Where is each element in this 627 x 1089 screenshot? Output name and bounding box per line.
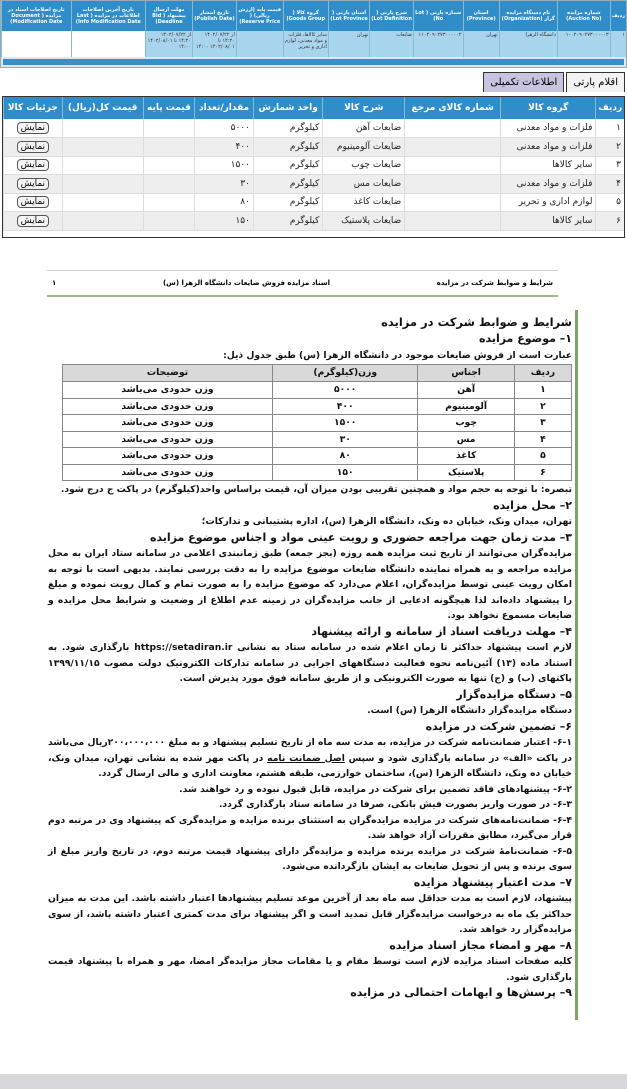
table-row xyxy=(4,193,625,212)
items-cell xyxy=(405,119,501,138)
materials-cell: ۸۰ xyxy=(272,448,418,465)
section-1-text: عبارت است از فروش ضایعات موجود در دانشگاه الزهرا (س) طبق جدول ذیل: xyxy=(223,349,572,361)
materials-cell: وزن حدودی می‌باشد xyxy=(63,464,273,481)
items-cell xyxy=(405,175,501,194)
show-details-button[interactable]: نمایش xyxy=(17,122,49,134)
summary-header: مهلت ارسال پیشنهاد ( Bid Deadline) xyxy=(145,1,192,31)
section-7-heading: ۷– مدت اعتبار پیشنهاد مزایده xyxy=(413,875,572,889)
materials-cell: ۱۵۰ xyxy=(272,464,418,481)
summary-footer-bar xyxy=(3,59,624,65)
materials-cell: ۱۵۰۰ xyxy=(272,415,418,432)
section-6-heading: ۶– تضمین شرکت در مزایده xyxy=(425,719,572,733)
section-9-heading: ۹– پرسش‌ها و ابهامات احتمالی در مزایده xyxy=(350,986,572,999)
summary-cell xyxy=(71,31,145,57)
materials-cell: وزن حدودی می‌باشد xyxy=(63,415,273,432)
summary-cell: تهران xyxy=(463,31,499,57)
summary-header: نام دستگاه مزایده گزار (Organization) xyxy=(499,1,557,31)
section-1-heading: ۱– موضوع مزایده xyxy=(478,332,572,345)
items-cell: کیلوگرم xyxy=(253,212,322,231)
table-row xyxy=(63,464,572,481)
items-cell: فلزات و مواد معدنی xyxy=(501,119,596,138)
items-cell xyxy=(405,193,501,212)
items-cell xyxy=(143,193,195,212)
section-6-5: ۶-۵- ضمانت‌نامهٔ شرکت در مزایده برنده مزایده و مزایده‌گر دارای پیشنهاد قیمت مرتبه دوم، در تاریخ واریز مبلغ از سوی برنده و پس از تحویل ضایعات به ایشان بازگردانده می‌شود. xyxy=(48,845,572,872)
table-row xyxy=(63,382,572,399)
section-3-heading: ۳– مدت زمان جهت مراجعه حضوری و رویت عینی مواد و اجناس موضوع مزایده xyxy=(149,530,572,544)
tab-additional-info[interactable]: اطلاعات تکمیلی xyxy=(483,72,564,92)
items-cell xyxy=(62,138,143,157)
s6-1-underlined: اصل ضمانت نامه xyxy=(267,752,345,764)
items-cell: ۴۰۰ xyxy=(195,138,254,157)
items-cell: ۶ xyxy=(596,212,624,231)
section-4-text: لازم است پیشنهاد حداکثر تا زمان اعلام شده در سامانه ستاد به نشانی https://setadiran.ir بارگذاری شود. به استناد ماده (۱۳) آئین‌نامه نحوه فعالیت دستگاههای اجرایی در سامانه تدارکات الکترونیک دولت مصوب ۱۳۹۹/۱۱/۱۵ پاکتهای (ب) و (ج) تنها به صورت الکترونیکی و از طریق سامانه فوق مورد پذیرش است. xyxy=(48,642,572,684)
viewer-bottom-bar xyxy=(0,1074,627,1089)
materials-cell: ۲ xyxy=(514,398,571,415)
summary-header: تاریخ انتشار (Publish Date) xyxy=(193,1,237,31)
items-header: واحد شمارش xyxy=(253,97,322,119)
summary-cell: از ۱۴۰۲/۰۷/۲۲ ۱۴:۲۰ تا ۱۴۰۲/۰۸/۰۱ ۱۴:۰۰ xyxy=(193,31,237,57)
section-3-text: مزایده‌گران می‌توانند از تاریخ ثبت مزایده همه روزه (بجز جمعه) طبق زمانبندی اعلامی در سامانه ستاد ایران به محل مزایده مراجعه و به همراه نماینده دانشگاه ضایعات موضوع مزایده را به دقت بررسی نمایند. بدیهی است با توجه به امکان رویت عینی توسط مزایده‌گران، اعلام می‌دارد که موضوع مزایده را به صورت تمام و کمال رویت نموده و مبلغ را پیشنهاد داده‌اند لذا هیچگونه ادعایی از جانب مزایده‌گران در زمینه عدم اطلاع از وضعیت و شرایط محل مزایده و ضایعات مسموع نخواهد بود. xyxy=(48,548,572,621)
summary-cell: دانشگاه الزهرا xyxy=(499,31,557,57)
table-row xyxy=(63,398,572,415)
materials-cell: وزن حدودی می‌باشد xyxy=(63,398,273,415)
summary-cell xyxy=(236,31,283,57)
summary-cell: سایر کالاها، فلزات و مواد معدنی، لوازم اداری و تحریر xyxy=(283,31,328,57)
items-cell xyxy=(405,212,501,231)
show-details-button[interactable]: نمایش xyxy=(17,141,49,153)
items-cell xyxy=(143,212,195,231)
materials-cell: کاغذ xyxy=(418,448,514,465)
items-cell xyxy=(62,156,143,175)
table-row xyxy=(4,175,625,194)
items-cell: کیلوگرم xyxy=(253,138,322,157)
section-6-2: ۶-۲- پیشنهادهای فاقد تضمین برای شرکت در مزایده، قابل قبول نبوده و رد خواهند شد. xyxy=(179,783,572,795)
document-body xyxy=(48,314,572,1002)
note-label: تبصره: xyxy=(540,484,572,495)
items-header: گروه کالا xyxy=(501,97,596,119)
items-cell: ضایعات پلاستیک xyxy=(323,212,405,231)
items-cell xyxy=(62,175,143,194)
details-cell xyxy=(4,193,63,212)
items-cell: ۵ xyxy=(596,193,624,212)
materials-cell: آلومینیوم xyxy=(418,398,514,415)
tab-bar xyxy=(483,72,625,92)
items-cell xyxy=(143,138,195,157)
items-header: مقدار/تعداد xyxy=(195,97,254,119)
table-row xyxy=(4,156,625,175)
items-header: شرح کالا xyxy=(323,97,405,119)
summary-header: شرح پارتی ( Lot Definition) xyxy=(370,1,414,31)
section-2-heading: ۲– محل مزایده xyxy=(493,498,572,512)
summary-header: استان پارتی ( Lot Province) xyxy=(328,1,369,31)
items-cell xyxy=(143,175,195,194)
auction-summary-table xyxy=(0,0,627,68)
items-cell: کیلوگرم xyxy=(253,119,322,138)
items-cell: فلزات و مواد معدنی xyxy=(501,138,596,157)
materials-cell: وزن حدودی می‌باشد xyxy=(63,431,273,448)
table-row xyxy=(4,212,625,231)
summary-header: شماره پارتی ( Lot No) xyxy=(413,1,463,31)
items-cell xyxy=(405,138,501,157)
items-header: جزئیات کالا xyxy=(4,97,63,119)
section-2-text: تهران، میدان ونک، خیابان ده ونک، دانشگاه الزهرا (س)، اداره پشتیبانی و تدارکات؛ xyxy=(201,516,572,527)
margin-rule xyxy=(575,310,578,1020)
materials-cell: ۶ xyxy=(514,464,571,481)
items-cell xyxy=(143,156,195,175)
section-5-text: دستگاه مزایده‌گزار دانشگاه الزهرا (س) است. xyxy=(367,705,572,716)
show-details-button[interactable]: نمایش xyxy=(17,159,49,171)
items-cell: فلزات و مواد معدنی xyxy=(501,175,596,194)
materials-header: اجناس xyxy=(418,365,514,382)
details-cell xyxy=(4,212,63,231)
table-row xyxy=(63,431,572,448)
items-cell: ضایعات مس xyxy=(323,175,405,194)
section-6-3: ۶-۳- در صورت واریز بصورت فیش بانکی، صرفا در سامانه ستاد بارگذاری گردد. xyxy=(218,799,572,810)
summary-header: تاریخ اصلاحات اسناد در مزایده ( Document Modification Date) xyxy=(2,1,72,31)
materials-table xyxy=(62,364,572,481)
items-cell: ۳۰ xyxy=(195,175,254,194)
summary-cell: ۱۰۰۲۰۹۰۲۷۳۰۰۰۰۰۳ xyxy=(557,31,610,57)
show-details-button[interactable]: نمایش xyxy=(17,178,49,190)
summary-cell: ۱ xyxy=(610,31,626,57)
document-header xyxy=(47,270,558,297)
items-cell: سایر کالاها xyxy=(501,156,596,175)
materials-cell: ۴ xyxy=(514,431,571,448)
items-cell: کیلوگرم xyxy=(253,193,322,212)
items-header: قیمت پایه xyxy=(143,97,195,119)
items-cell: سایر کالاها xyxy=(501,212,596,231)
table-row xyxy=(4,138,625,157)
section-4-heading: ۴– مهلت دریافت اسناد از سامانه و ارائه پیشنهاد xyxy=(311,624,572,638)
summary-header: ردیف xyxy=(610,1,626,31)
details-cell xyxy=(4,156,63,175)
materials-cell: ۳۰ xyxy=(272,431,418,448)
summary-cell: از ۱۴۰۲/۰۷/۲۲ ۱۴:۲۰ تا ۱۴۰۲/۰۸/۰۱ ۱۴:۰۰ xyxy=(145,31,192,57)
items-cell: کیلوگرم xyxy=(253,156,322,175)
items-cell: ضایعات آهن xyxy=(323,119,405,138)
items-cell: ۱ xyxy=(596,119,624,138)
materials-cell: آهن xyxy=(418,382,514,399)
items-cell xyxy=(143,119,195,138)
materials-cell: چوب xyxy=(418,415,514,432)
table-row xyxy=(63,448,572,465)
items-header: ردیف xyxy=(596,97,624,119)
summary-header: استان (Province) xyxy=(463,1,499,31)
items-cell: ۱۵۰ xyxy=(195,212,254,231)
details-cell xyxy=(4,175,63,194)
section-8-heading: ۸– مهر و امضاء مجاز اسناد مزایده xyxy=(389,938,572,952)
items-cell: لوازم اداری و تحریر xyxy=(501,193,596,212)
materials-cell: مس xyxy=(418,431,514,448)
summary-header: شماره مزایده (Auction No) xyxy=(557,1,610,31)
items-header: قیمت کل(ریال) xyxy=(62,97,143,119)
items-cell: ضایعات چوب xyxy=(323,156,405,175)
summary-header: تاریخ آخرین اصلاحات اطلاعات در مزایده ( Last Info Modification Date) xyxy=(71,1,145,31)
section-8-text: کلیه صفحات اسناد مزایده لازم است توسط مقام و یا مقامات مجاز مزایده‌گر امضا، مهر و همراه با پیشنهاد قیمت بارگذاری شود. xyxy=(48,956,572,983)
table-row xyxy=(63,415,572,432)
items-cell: ۳ xyxy=(596,156,624,175)
materials-cell: وزن حدودی می‌باشد xyxy=(63,448,273,465)
note-text: با توجه به حجم مواد و همچنین تقریبی بودن میزان آن، قیمت براساس واحد(کیلوگرم) در پاکت ج درج شود. xyxy=(60,484,541,495)
summary-cell: ضایعات xyxy=(370,31,414,57)
materials-cell: پلاستیک xyxy=(418,464,514,481)
section-5-heading: ۵– دستگاه مزایده‌گزار xyxy=(456,687,572,701)
tab-lot-items[interactable]: اقلام پارتی xyxy=(566,72,625,92)
section-6-4: ۶-۴- ضمانت‌نامه‌های شرکت در مزایده مزایده‌گران به استثنای برنده مزایده و مزایده‌گری که پیشنهاد وی در مرتبه دوم قرار می‌گیرد، مطابق مقررات آزاد خواهد شد. xyxy=(48,814,572,841)
doc-title: شرایط و ضوابط شرکت در مزایده xyxy=(381,315,572,329)
show-details-button[interactable]: نمایش xyxy=(17,215,49,227)
items-cell xyxy=(405,156,501,175)
summary-cell xyxy=(2,31,72,57)
summary-header: قیمت پایه (ارزش ریالی) ( Reserve Price) xyxy=(236,1,283,31)
materials-header: وزن(کیلوگرم) xyxy=(272,365,418,382)
summary-cell: ۱۱۰۲۰۹۰۲۷۳۰۰۰۰۰۲ xyxy=(413,31,463,57)
page-number: ۱ xyxy=(52,279,57,287)
header-section-title: شرایط و ضوابط شرکت در مزایده xyxy=(436,279,553,287)
items-header: شماره کالای مرجع xyxy=(405,97,501,119)
summary-cell: تهران xyxy=(328,31,369,57)
materials-cell: ۱ xyxy=(514,382,571,399)
items-cell: ۵۰۰۰ xyxy=(195,119,254,138)
summary-header: گروه کالا ( Goods Group) xyxy=(283,1,328,31)
materials-cell: ۵۰۰۰ xyxy=(272,382,418,399)
table-row xyxy=(4,119,625,138)
s6-1-part-b: در پاکت مهر شده به نشانی تهران، میدان ونک، خیابان ده ونک، دانشگاه الزهرا (س)، ساختمان خوارزمی، طبقه هشتم، معاونت اداری و مالی ارسال گردد. xyxy=(48,752,572,779)
lot-items-table xyxy=(2,96,625,238)
show-details-button[interactable]: نمایش xyxy=(17,196,49,208)
details-cell xyxy=(4,138,63,157)
items-cell: ضایعات کاغذ xyxy=(323,193,405,212)
header-document-title: اسناد مزایده فروش ضایعات دانشگاه الزهرا (س) xyxy=(162,279,331,287)
items-cell: ۱۵۰۰ xyxy=(195,156,254,175)
items-cell: ۴ xyxy=(596,175,624,194)
materials-cell: ۳ xyxy=(514,415,571,432)
materials-header: ردیف xyxy=(514,365,571,382)
items-cell: ضایعات آلومینیوم xyxy=(323,138,405,157)
materials-header: توضیحات xyxy=(63,365,273,382)
items-cell: ۲ xyxy=(596,138,624,157)
items-cell: ۸۰ xyxy=(195,193,254,212)
section-6-1 xyxy=(48,735,572,782)
items-cell xyxy=(62,212,143,231)
materials-cell: وزن حدودی می‌باشد xyxy=(63,382,273,399)
materials-cell: ۵ xyxy=(514,448,571,465)
items-cell xyxy=(62,193,143,212)
note xyxy=(48,482,572,498)
s6-1-part-a: ۶-۱- اعتبار ضمانت‌نامه شرکت در مزایده، به مدت سه ماه از تاریخ تسلیم پیشنهاد و به مبلغ ۲۰۰،۰۰۰،۰۰۰ریال می‌باشد در پاکت «الف» در سامانه بارگذاری شود و سپس xyxy=(48,737,573,764)
items-cell xyxy=(62,119,143,138)
section-7-text: پیشنهاد، لازم است به مدت حداقل سه ماه بعد از آخرین موعد تسلیم پیشنهادها اعتبار داشته باشد. این مدت به میزان حداکثر یک ماه به درخواست مزایده‌گزار قابل تمدید است و اگر پیشنهاد برای مدت کمتری اعتبار داشته باشد، از سوی مزایده‌گزار رد خواهد شد. xyxy=(48,893,572,935)
details-cell xyxy=(4,119,63,138)
materials-cell: ۴۰۰ xyxy=(272,398,418,415)
items-cell: کیلوگرم xyxy=(253,175,322,194)
